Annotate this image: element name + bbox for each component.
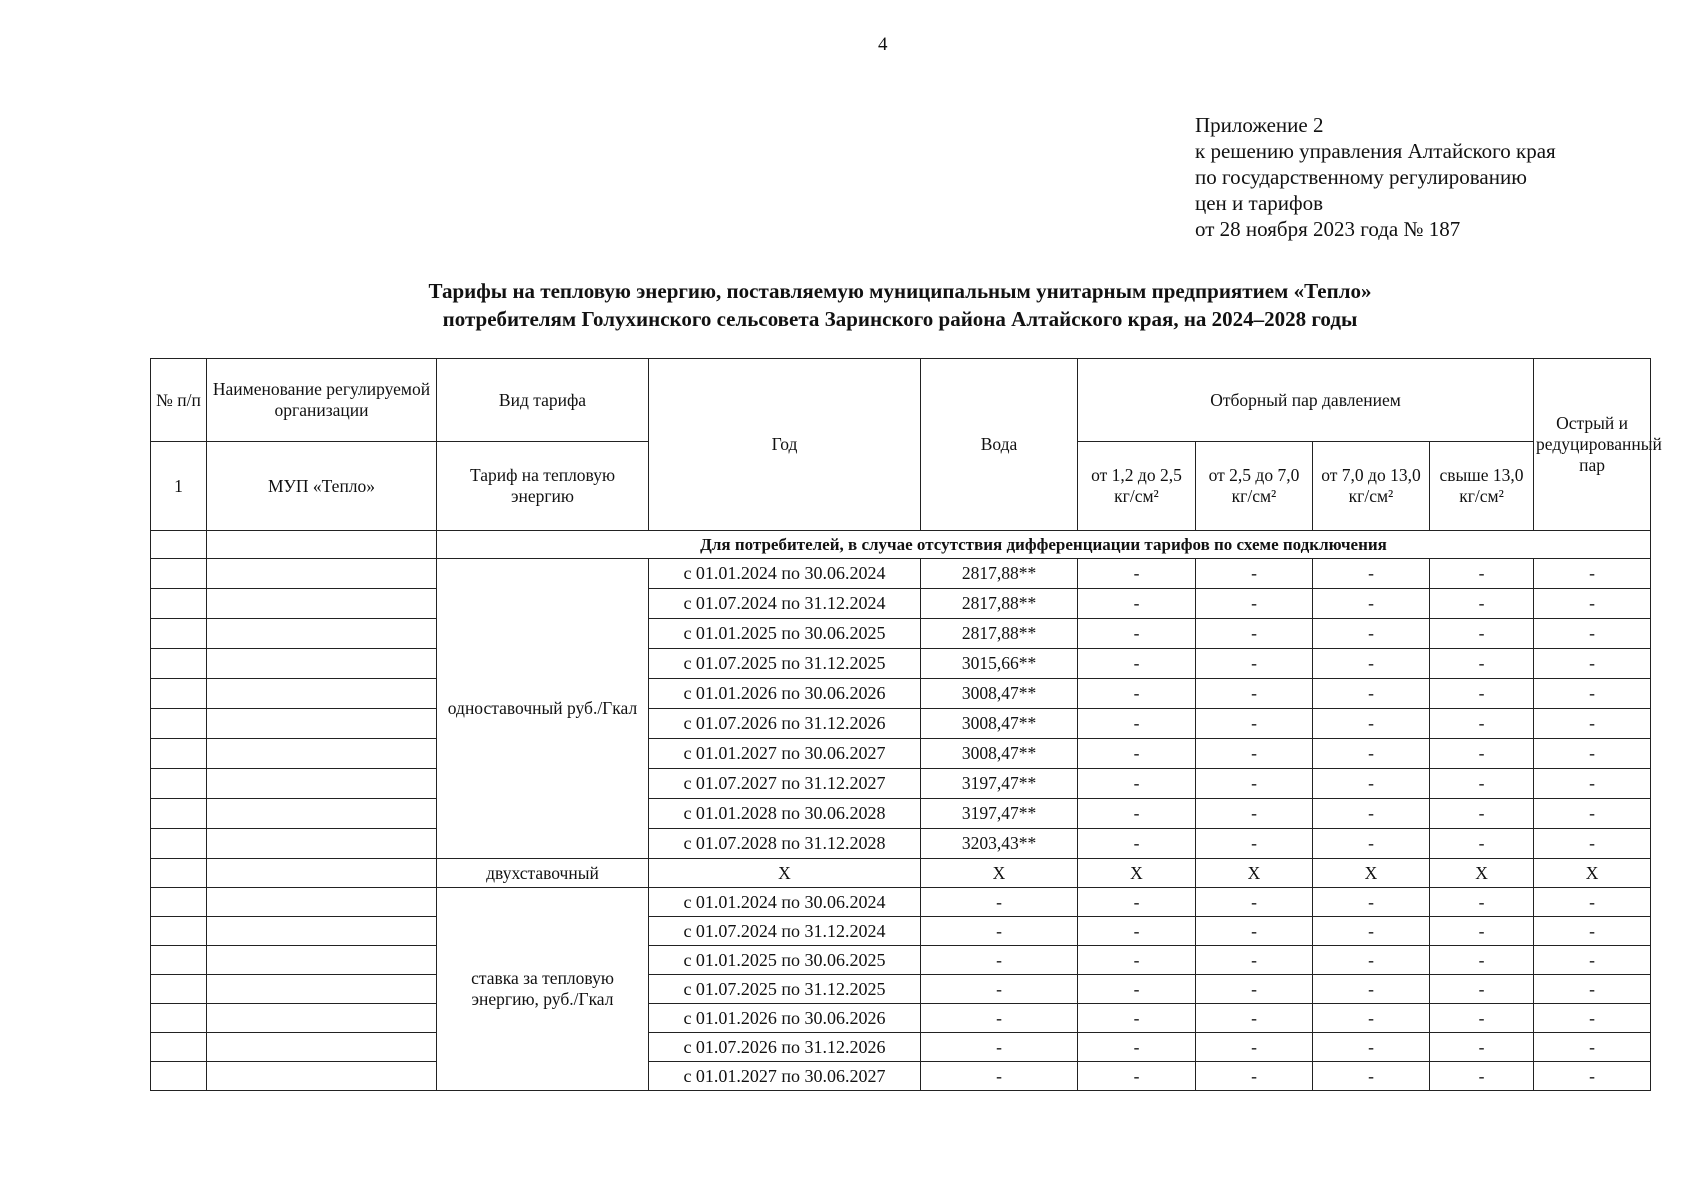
empty-cell xyxy=(151,709,207,739)
title-line: потребителям Голухинского сельсовета Заринского района Алтайского края, на 2024–2028 годы xyxy=(442,307,1358,331)
header-sharp-steam: Острый и редуцированный пар xyxy=(1534,359,1651,531)
empty-cell xyxy=(207,739,437,769)
empty-cell xyxy=(151,1062,207,1091)
p2-value: - xyxy=(1196,559,1313,589)
p4-value: - xyxy=(1430,888,1534,917)
p3-value: - xyxy=(1313,679,1430,709)
empty-cell xyxy=(151,619,207,649)
period-cell: с 01.07.2024 по 31.12.2024 xyxy=(649,589,921,619)
org-name: МУП «Тепло» xyxy=(207,442,437,531)
table-row xyxy=(151,1033,1651,1062)
p2-value: - xyxy=(1196,975,1313,1004)
p2-value: - xyxy=(1196,1062,1313,1091)
org-tariff: Тариф на тепловую энергию xyxy=(437,442,649,531)
p4-value: - xyxy=(1430,649,1534,679)
empty-cell xyxy=(207,1062,437,1091)
energy_rate-label: ставка за тепловую энергию, руб./Гкал xyxy=(437,888,649,1091)
p4-value: - xyxy=(1430,709,1534,739)
table-row xyxy=(151,799,1651,829)
table-row xyxy=(151,829,1651,859)
p3-value: - xyxy=(1313,619,1430,649)
p3-value: - xyxy=(1313,769,1430,799)
p1-value: - xyxy=(1078,975,1196,1004)
p3-value: - xyxy=(1313,917,1430,946)
water-value: X xyxy=(921,859,1078,888)
sharp-value: - xyxy=(1534,1062,1651,1091)
sharp-value: - xyxy=(1534,559,1651,589)
table-row xyxy=(151,739,1651,769)
p4-value: - xyxy=(1430,829,1534,859)
appendix-line: к решению управления Алтайского края xyxy=(1195,139,1556,163)
water-value: 2817,88** xyxy=(921,589,1078,619)
table-row xyxy=(151,917,1651,946)
p3-value: - xyxy=(1313,799,1430,829)
empty-cell xyxy=(207,589,437,619)
water-value: - xyxy=(921,888,1078,917)
table-row xyxy=(151,888,1651,917)
sharp-value: - xyxy=(1534,679,1651,709)
empty-cell xyxy=(151,888,207,917)
table-row xyxy=(151,859,1651,888)
p2-value: - xyxy=(1196,739,1313,769)
water-value: - xyxy=(921,1033,1078,1062)
p1-value: - xyxy=(1078,917,1196,946)
p4-value: - xyxy=(1430,1062,1534,1091)
empty-cell xyxy=(207,888,437,917)
empty-cell xyxy=(151,649,207,679)
header-tariff-type: Вид тарифа xyxy=(437,359,649,442)
sharp-value: - xyxy=(1534,888,1651,917)
p1-value: - xyxy=(1078,589,1196,619)
sharp-value: - xyxy=(1534,649,1651,679)
p4-value: X xyxy=(1430,859,1534,888)
table-row xyxy=(151,1062,1651,1091)
p1-value: - xyxy=(1078,559,1196,589)
table-row xyxy=(151,649,1651,679)
p3-value: - xyxy=(1313,589,1430,619)
empty-cell xyxy=(151,1033,207,1062)
one_rate-label: одноставочный руб./Гкал xyxy=(437,559,649,859)
empty-cell xyxy=(151,559,207,589)
p2-value: - xyxy=(1196,649,1313,679)
header-steam: Отборный пар давлением xyxy=(1078,359,1534,442)
p4-value: - xyxy=(1430,769,1534,799)
empty-cell xyxy=(207,829,437,859)
p4-value: - xyxy=(1430,589,1534,619)
sharp-value: - xyxy=(1534,739,1651,769)
sharp-value: - xyxy=(1534,619,1651,649)
table-row xyxy=(151,589,1651,619)
water-value: 3203,43** xyxy=(921,829,1078,859)
empty-cell xyxy=(207,975,437,1004)
empty-cell xyxy=(151,589,207,619)
p3-value: X xyxy=(1313,859,1430,888)
p2-value: - xyxy=(1196,917,1313,946)
p4-value: - xyxy=(1430,975,1534,1004)
water-value: - xyxy=(921,1004,1078,1033)
p3-value: - xyxy=(1313,975,1430,1004)
empty-cell xyxy=(151,829,207,859)
period-cell: с 01.07.2026 по 31.12.2026 xyxy=(649,1033,921,1062)
p2-value: X xyxy=(1196,859,1313,888)
water-value: - xyxy=(921,1062,1078,1091)
sharp-value: X xyxy=(1534,859,1651,888)
empty-cell xyxy=(151,917,207,946)
period-cell: с 01.01.2027 по 30.06.2027 xyxy=(649,1062,921,1091)
p3-value: - xyxy=(1313,1004,1430,1033)
header-year: Год xyxy=(649,359,921,531)
table-row xyxy=(151,946,1651,975)
empty-cell xyxy=(207,1004,437,1033)
p3-value: - xyxy=(1313,649,1430,679)
header-pressure-4: свыше 13,0 кг/см² xyxy=(1430,442,1534,531)
p1-value: - xyxy=(1078,1033,1196,1062)
empty-cell xyxy=(151,975,207,1004)
p1-value: - xyxy=(1078,946,1196,975)
water-value: 3015,66** xyxy=(921,649,1078,679)
p1-value: - xyxy=(1078,1062,1196,1091)
p3-value: - xyxy=(1313,829,1430,859)
table-row xyxy=(151,975,1651,1004)
period-cell: с 01.01.2027 по 30.06.2027 xyxy=(649,739,921,769)
p2-value: - xyxy=(1196,829,1313,859)
header-pressure-3: от 7,0 до 13,0 кг/см² xyxy=(1313,442,1430,531)
empty-cell xyxy=(151,679,207,709)
p1-value: - xyxy=(1078,769,1196,799)
table-row xyxy=(151,1004,1651,1033)
table-row xyxy=(151,769,1651,799)
period-cell: с 01.01.2024 по 30.06.2024 xyxy=(649,888,921,917)
p2-value: - xyxy=(1196,619,1313,649)
header-org: Наименование регулируемой организации xyxy=(207,359,437,442)
p3-value: - xyxy=(1313,888,1430,917)
sharp-value: - xyxy=(1534,769,1651,799)
appendix-block xyxy=(1195,112,1556,242)
sharp-value: - xyxy=(1534,589,1651,619)
period-cell: с 01.07.2024 по 31.12.2024 xyxy=(649,917,921,946)
p3-value: - xyxy=(1313,1062,1430,1091)
period-cell: с 01.01.2028 по 30.06.2028 xyxy=(649,799,921,829)
p4-value: - xyxy=(1430,1004,1534,1033)
year-value: X xyxy=(649,859,921,888)
p3-value: - xyxy=(1313,946,1430,975)
period-cell: с 01.01.2026 по 30.06.2026 xyxy=(649,679,921,709)
header-num: № п/п xyxy=(151,359,207,442)
p4-value: - xyxy=(1430,946,1534,975)
water-value: - xyxy=(921,975,1078,1004)
empty-cell xyxy=(151,531,207,559)
document-title xyxy=(150,277,1650,333)
empty-cell xyxy=(207,559,437,589)
period-cell: с 01.07.2026 по 31.12.2026 xyxy=(649,709,921,739)
table-row xyxy=(151,679,1651,709)
p4-value: - xyxy=(1430,799,1534,829)
period-cell: с 01.01.2024 по 30.06.2024 xyxy=(649,559,921,589)
period-cell: с 01.07.2027 по 31.12.2027 xyxy=(649,769,921,799)
p1-value: - xyxy=(1078,829,1196,859)
empty-cell xyxy=(151,799,207,829)
header-pressure-1: от 1,2 до 2,5 кг/см² xyxy=(1078,442,1196,531)
water-value: 3008,47** xyxy=(921,679,1078,709)
p2-value: - xyxy=(1196,1004,1313,1033)
appendix-line: цен и тарифов xyxy=(1195,191,1324,215)
p2-value: - xyxy=(1196,589,1313,619)
p2-value: - xyxy=(1196,709,1313,739)
water-value: 3008,47** xyxy=(921,709,1078,739)
p3-value: - xyxy=(1313,709,1430,739)
period-cell: с 01.01.2025 по 30.06.2025 xyxy=(649,946,921,975)
p3-value: - xyxy=(1313,739,1430,769)
water-value: 3197,47** xyxy=(921,799,1078,829)
p1-value: X xyxy=(1078,859,1196,888)
tariff-table xyxy=(150,358,1662,1091)
water-value: 2817,88** xyxy=(921,619,1078,649)
appendix-line: по государственному регулированию xyxy=(1195,165,1527,189)
p1-value: - xyxy=(1078,739,1196,769)
empty-cell xyxy=(151,739,207,769)
p1-value: - xyxy=(1078,888,1196,917)
empty-cell xyxy=(207,649,437,679)
empty-cell xyxy=(207,1033,437,1062)
water-value: - xyxy=(921,917,1078,946)
p4-value: - xyxy=(1430,739,1534,769)
p4-value: - xyxy=(1430,1033,1534,1062)
p4-value: - xyxy=(1430,619,1534,649)
sharp-value: - xyxy=(1534,799,1651,829)
table-row xyxy=(151,559,1651,589)
empty-cell xyxy=(207,859,437,888)
title-line: Тарифы на тепловую энергию, поставляемую муниципальным унитарным предприятием «Тепло» xyxy=(428,279,1372,303)
water-value: 3197,47** xyxy=(921,769,1078,799)
p1-value: - xyxy=(1078,649,1196,679)
empty-cell xyxy=(207,531,437,559)
period-cell: с 01.07.2028 по 31.12.2028 xyxy=(649,829,921,859)
p3-value: - xyxy=(1313,559,1430,589)
empty-cell xyxy=(151,769,207,799)
period-cell: с 01.01.2025 по 30.06.2025 xyxy=(649,619,921,649)
header-water: Вода xyxy=(921,359,1078,531)
page-number: 4 xyxy=(878,34,888,55)
sharp-value: - xyxy=(1534,1004,1651,1033)
p1-value: - xyxy=(1078,679,1196,709)
p4-value: - xyxy=(1430,917,1534,946)
empty-cell xyxy=(207,769,437,799)
sharp-value: - xyxy=(1534,946,1651,975)
empty-cell xyxy=(207,619,437,649)
water-value: 3008,47** xyxy=(921,739,1078,769)
section-label: Для потребителей, в случае отсутствия дифференциации тарифов по схеме подключения xyxy=(437,531,1651,559)
water-value: - xyxy=(921,946,1078,975)
p4-value: - xyxy=(1430,679,1534,709)
appendix-line: Приложение 2 xyxy=(1195,113,1324,137)
sharp-value: - xyxy=(1534,709,1651,739)
sharp-value: - xyxy=(1534,1033,1651,1062)
empty-cell xyxy=(207,917,437,946)
water-value: 2817,88** xyxy=(921,559,1078,589)
empty-cell xyxy=(151,946,207,975)
empty-cell xyxy=(207,709,437,739)
p3-value: - xyxy=(1313,1033,1430,1062)
p2-value: - xyxy=(1196,1033,1313,1062)
p2-value: - xyxy=(1196,769,1313,799)
p1-value: - xyxy=(1078,619,1196,649)
p2-value: - xyxy=(1196,888,1313,917)
table-row xyxy=(151,619,1651,649)
p4-value: - xyxy=(1430,559,1534,589)
org-num: 1 xyxy=(151,442,207,531)
empty-cell xyxy=(207,799,437,829)
sharp-value: - xyxy=(1534,829,1651,859)
p1-value: - xyxy=(1078,1004,1196,1033)
p1-value: - xyxy=(1078,709,1196,739)
period-cell: с 01.07.2025 по 31.12.2025 xyxy=(649,975,921,1004)
empty-cell xyxy=(151,859,207,888)
empty-cell xyxy=(207,679,437,709)
two-rate-label: двухставочный xyxy=(437,859,649,888)
p2-value: - xyxy=(1196,946,1313,975)
appendix-line: от 28 ноября 2023 года № 187 xyxy=(1195,217,1461,241)
table-row xyxy=(151,709,1651,739)
period-cell: с 01.07.2025 по 31.12.2025 xyxy=(649,649,921,679)
p2-value: - xyxy=(1196,679,1313,709)
empty-cell xyxy=(151,1004,207,1033)
header-pressure-2: от 2,5 до 7,0 кг/см² xyxy=(1196,442,1313,531)
p2-value: - xyxy=(1196,799,1313,829)
empty-cell xyxy=(207,946,437,975)
period-cell: с 01.01.2026 по 30.06.2026 xyxy=(649,1004,921,1033)
sharp-value: - xyxy=(1534,917,1651,946)
p1-value: - xyxy=(1078,799,1196,829)
sharp-value: - xyxy=(1534,975,1651,1004)
